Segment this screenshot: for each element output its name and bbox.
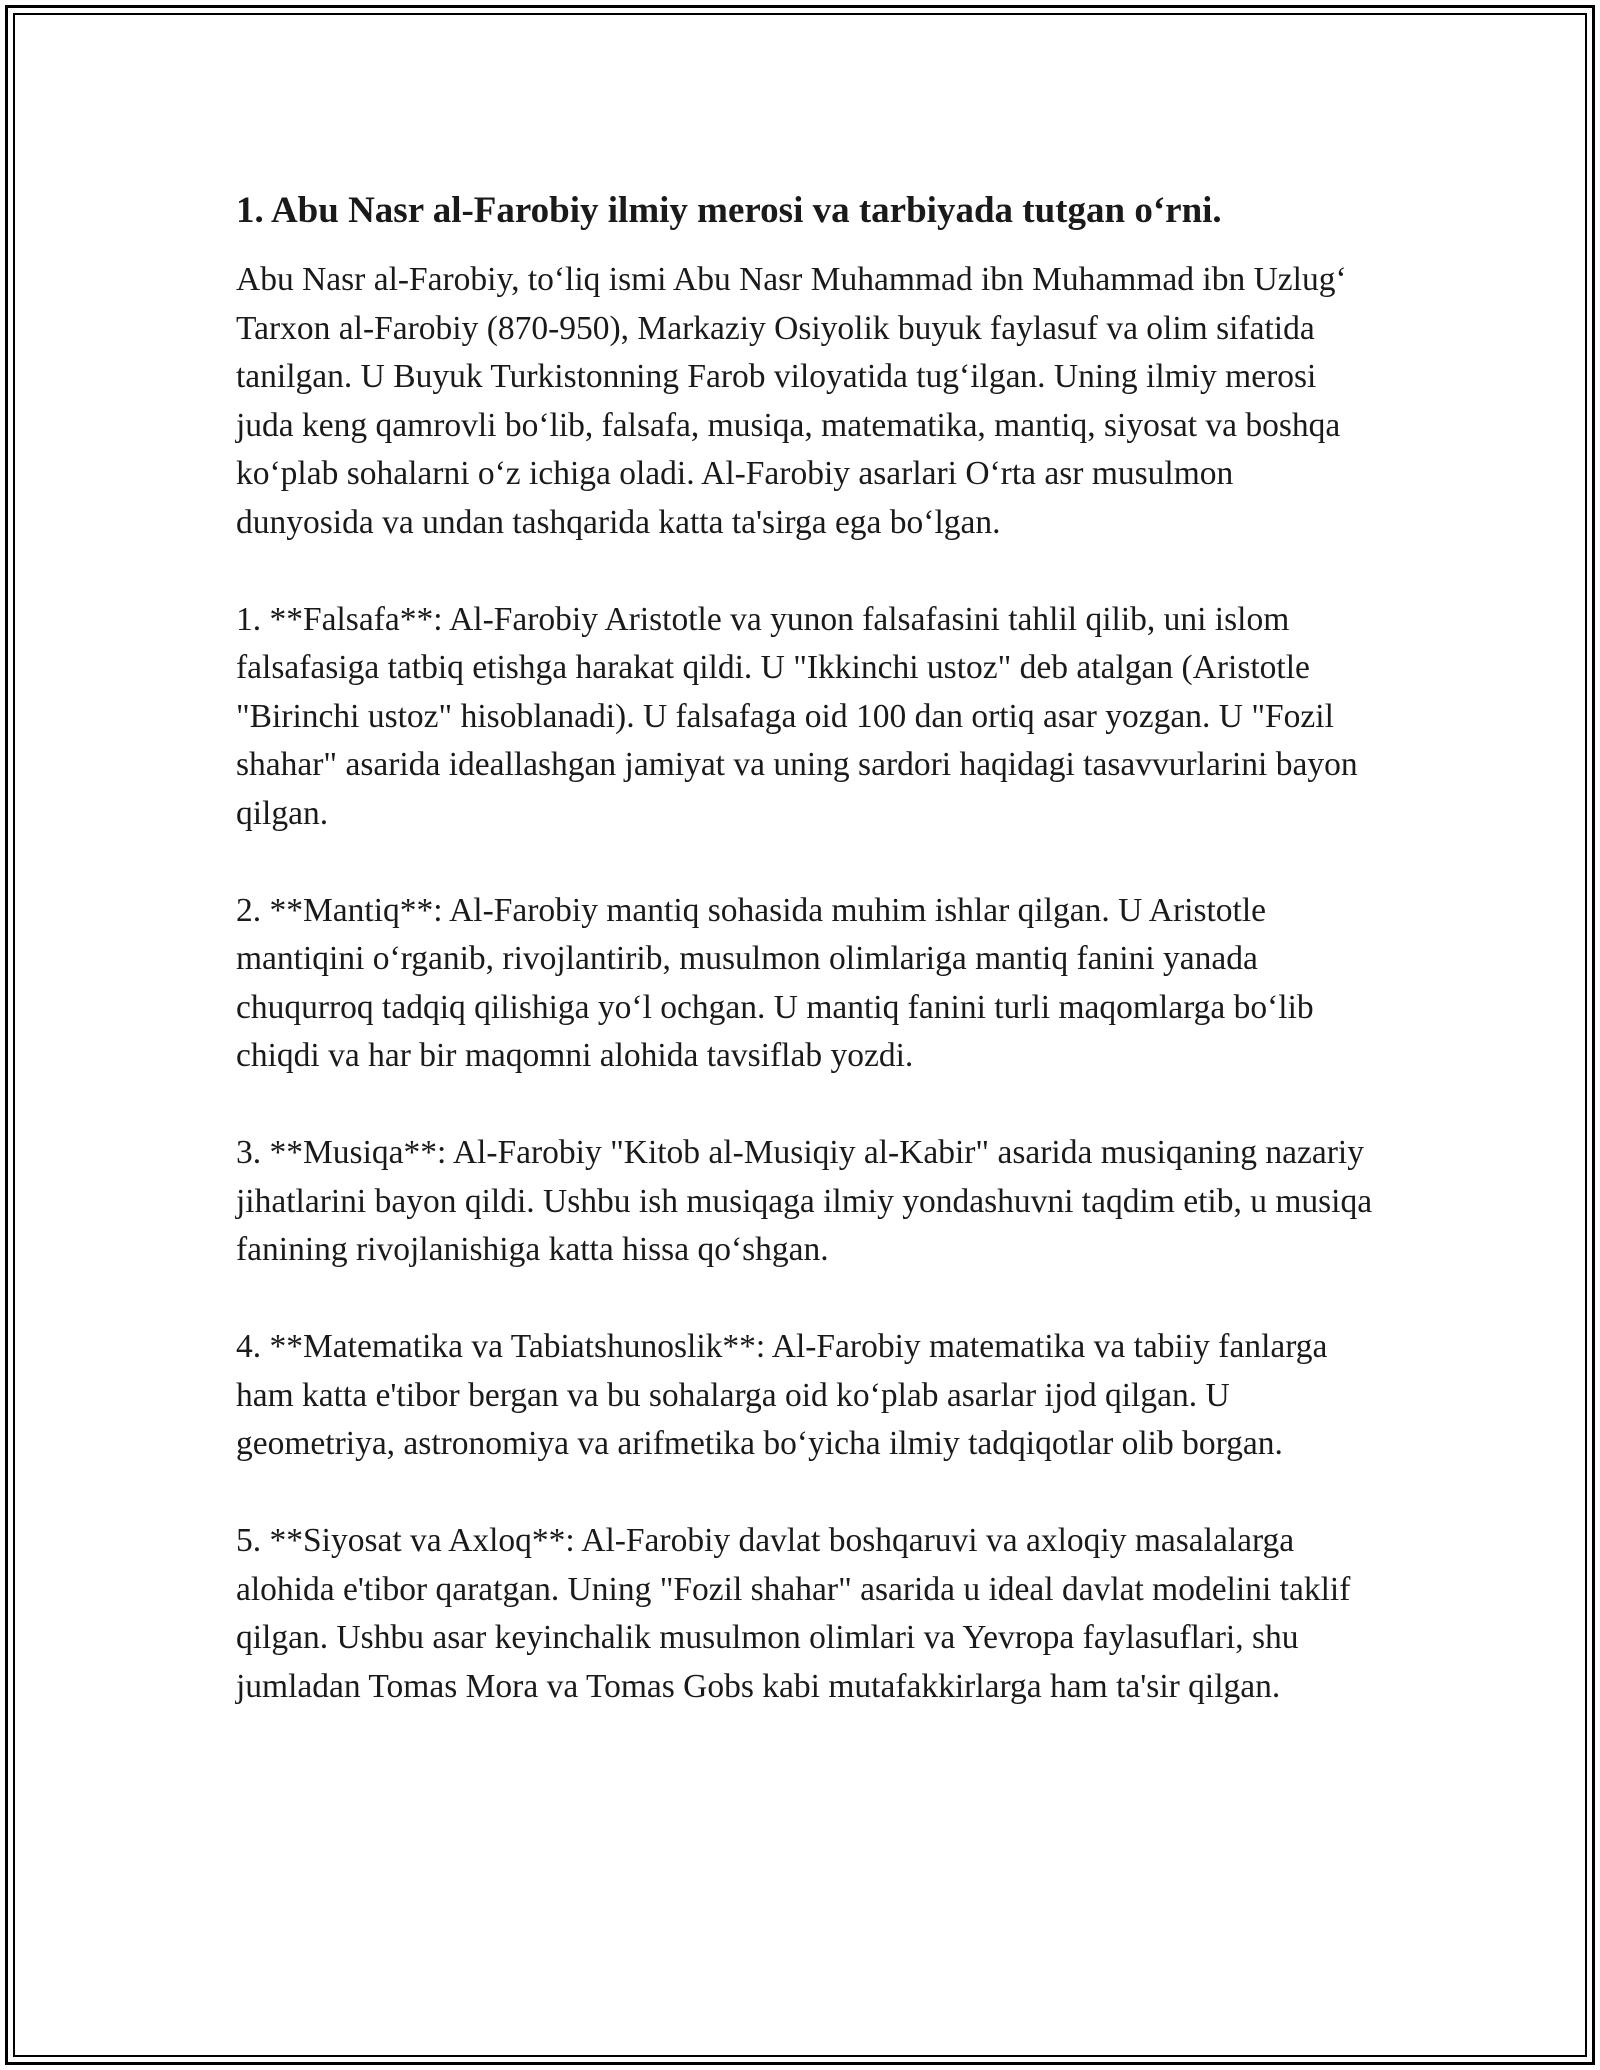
paragraph-intro: Abu Nasr al-Farobiy, to‘liq ismi Abu Nasr Muhammad ibn Muhammad ibn Uzlug‘ Tarxon al-Farobiy (870-950), Markaziy Osiyolik buyuk faylasuf va olim sifatida tanilgan. U Buyuk Turkistonning Farob viloyatida tug‘ilgan. Uning ilmiy merosi juda keng qamrovli bo‘lib, falsafa, musiqa, matematika, mantiq, siyosat va boshqa ko‘plab sohalarni o‘z ichiga oladi. Al-Farobiy asarlari O‘rta asr musulmon dunyosida va undan tashqarida katta ta'sirga ega bo‘lgan.	[236, 261, 1347, 541]
paragraph-siyosat: 5. **Siyosat va Axloq**: Al-Farobiy davlat boshqaruvi va axloqiy masalalarga alohida e'tibor qaratgan. Uning "Fozil shahar" asarida u ideal davlat modelini taklif qilgan. Ushbu asar keyinchalik musulmon olimlari va Yevropa faylasuflari, shu jumladan Tomas Mora va Tomas Gobs kabi mutafakkirlarga ham ta'sir qilgan.	[236, 1522, 1351, 1705]
paragraph-mantiq: 2. **Mantiq**: Al-Farobiy mantiq sohasida muhim ishlar qilgan. U Aristotle mantiqini o‘rganib, rivojlantirib, musulmon olimlariga mantiq fanini yanada chuqurroq tadqiq qilishiga yo‘l ochgan. U mantiq fanini turli maqomlarga bo‘lib chiqdi va har bir maqomni alohida tavsiflab yozdi.	[236, 891, 1314, 1074]
paragraph-musiqa: 3. **Musiqa**: Al-Farobiy "Kitob al-Musiqiy al-Kabir" asarida musiqaning nazariy jihatlarini bayon qildi. Ushbu ish musiqaga ilmiy yondashuvni taqdim etib, u musiqa fanining rivojlanishiga katta hissa qo‘shgan.	[236, 1134, 1373, 1268]
document-body	[236, 186, 1376, 1760]
paragraph-matematika: 4. **Matematika va Tabiatshunoslik**: Al-Farobiy matematika va tabiiy fanlarga ham katta e'tibor bergan va bu sohalarga oid ko‘plab asarlar ijod qilgan. U geometriya, astronomiya va arifmetika bo‘yicha ilmiy tadqiqotlar olib borgan.	[236, 1328, 1328, 1462]
paragraph-falsafa: 1. **Falsafa**: Al-Farobiy Aristotle va yunon falsafasini tahlil qilib, uni islom falsafasiga tatbiq etishga harakat qildi. U "Ikkinchi ustoz" deb atalgan (Aristotle "Birinchi ustoz" hisoblanadi). U falsafaga oid 100 dan ortiq asar yozgan. U "Fozil shahar" asarida ideallashgan jamiyat va uning sardori haqidagi tasavvurlarini bayon qilgan.	[236, 600, 1358, 832]
document-title: 1. Abu Nasr al-Farobiy ilmiy merosi va tarbiyada tutgan o‘rni.	[236, 190, 1222, 231]
